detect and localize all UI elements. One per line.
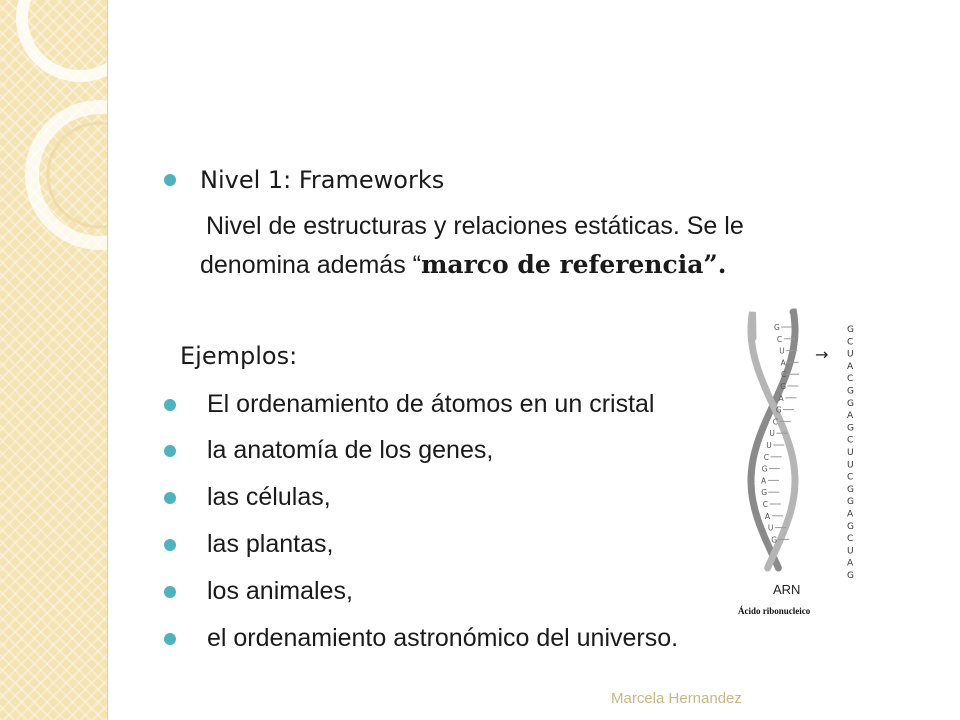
sequence-letter: G <box>847 497 854 508</box>
bullet-icon <box>164 586 176 598</box>
footer-author: Marcela Hernandez <box>611 690 742 707</box>
left-base-letter: A <box>761 476 767 486</box>
examples-label: Ejemplos: <box>180 342 298 370</box>
bullet-icon <box>164 633 176 645</box>
left-base-letter: C <box>763 452 769 462</box>
sequence-letter: U <box>847 349 854 360</box>
left-base-letter: U <box>767 523 774 533</box>
sequence-letter: G <box>847 484 854 495</box>
left-base-letter: G <box>775 405 782 415</box>
bullet-icon <box>164 539 176 551</box>
bullet-icon <box>164 445 176 457</box>
example-item: las plantas, <box>207 530 334 558</box>
left-base-letter: G <box>774 323 780 332</box>
sequence-letter: A <box>847 361 854 372</box>
description-line-1: Nivel de estructuras y relaciones estáticas. Se le <box>206 212 744 240</box>
rna-helix-diagram <box>735 308 855 623</box>
sequence-letter: G <box>847 386 854 397</box>
sequence-letter: C <box>847 534 854 545</box>
description-prefix: denomina además “ <box>200 251 421 279</box>
slide-heading: Nivel 1: Frameworks <box>200 166 445 194</box>
sequence-letters <box>847 325 854 581</box>
left-base-letter: A <box>778 393 784 403</box>
sequence-letter: C <box>847 435 854 446</box>
rna-figure <box>735 308 855 623</box>
sequence-letter: G <box>847 571 854 581</box>
sequence-letter: C <box>847 337 854 348</box>
sequence-letter: A <box>847 411 854 422</box>
left-base-letter: U <box>779 346 785 356</box>
left-base-letter: G <box>761 488 768 498</box>
left-base-letter: U <box>769 429 775 439</box>
example-item: los animales, <box>207 577 353 605</box>
rna-full-name: Ácido ribonucleico <box>738 606 811 616</box>
sequence-letter: A <box>847 509 854 520</box>
sequence-letter: C <box>847 472 854 483</box>
left-base-letter: U <box>766 441 772 450</box>
left-base-letter: G <box>771 535 778 545</box>
example-item: el ordenamiento astronómico del universo. <box>207 624 679 652</box>
left-base-letter: C <box>762 500 768 509</box>
example-item: la anatomía de los genes, <box>207 436 494 464</box>
sequence-letter: U <box>847 448 854 458</box>
bullet-icon <box>164 492 176 504</box>
left-base-letter: G <box>780 382 787 391</box>
sequence-letter: G <box>847 423 854 434</box>
sequence-letter: G <box>847 325 854 335</box>
rna-label: ARN <box>773 582 801 597</box>
left-base-letter: C <box>781 370 787 380</box>
bullet-icon <box>164 174 176 186</box>
sequence-letter: A <box>847 558 854 569</box>
left-base-letter: C <box>776 334 783 344</box>
arrow-icon: → <box>815 345 829 364</box>
bullet-icon <box>164 399 176 411</box>
sequence-letter: U <box>847 460 854 471</box>
sequence-letter: G <box>847 521 854 532</box>
example-item: El ordenamiento de átomos en un cristal <box>207 390 655 418</box>
left-base-letter: C <box>772 417 778 427</box>
sequence-letter: G <box>847 398 854 409</box>
description-line-2 <box>200 249 726 281</box>
example-item: las células, <box>207 483 331 511</box>
left-base-letter: A <box>764 511 771 521</box>
sequence-letter: U <box>847 546 854 557</box>
left-base-letter: G <box>761 464 768 474</box>
description-bold: marco de referencia”. <box>420 250 727 279</box>
sequence-letter: C <box>847 374 854 385</box>
left-base-letter: A <box>780 358 786 368</box>
